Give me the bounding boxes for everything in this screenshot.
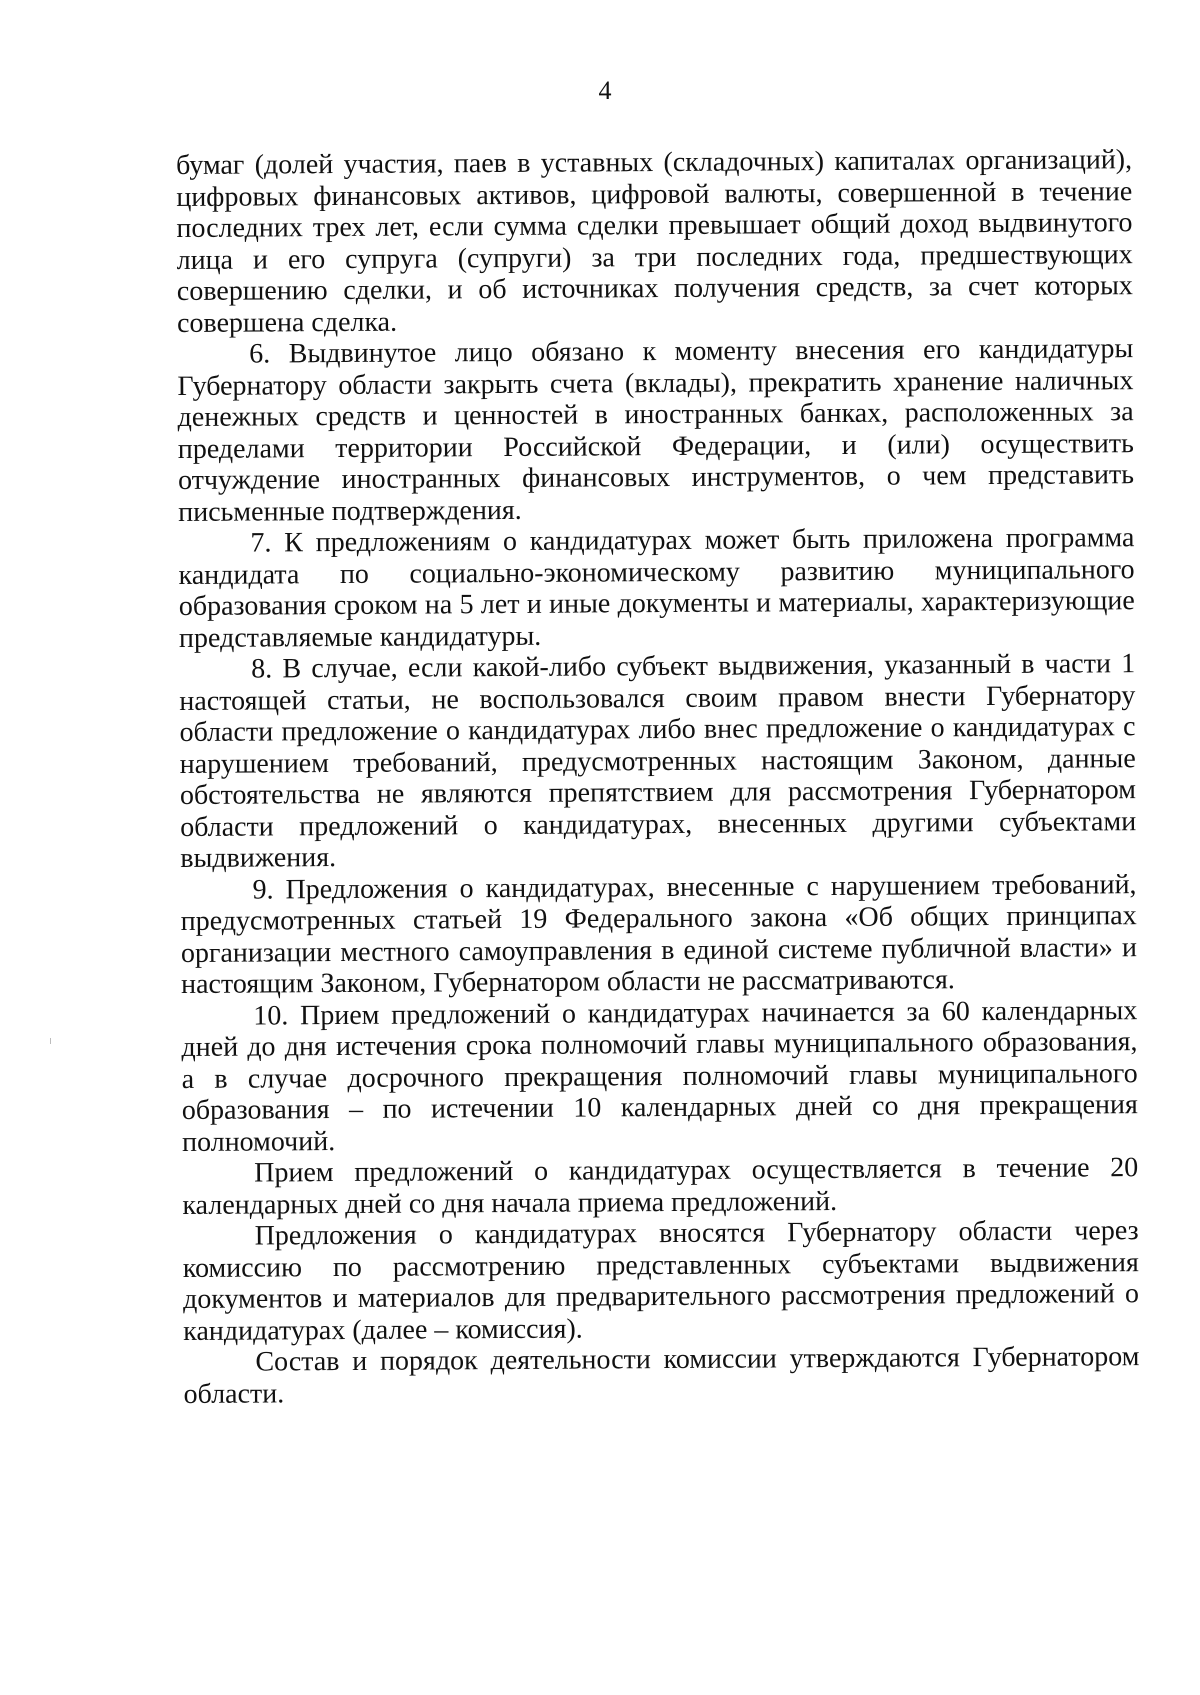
paragraph-continuation: бумаг (долей участия, паев в уставных (складочных) капиталах организаций), цифровых финансовых активов, цифровой валюты, совершенной в течение последних трех лет, если сумма сделки превышает общий доход выдвинутого лица и его супруга (супруги) за три последних года, предшествующих совершению сделки, и об источниках получения средств, за счет которых совершена сделка. (176, 144, 1133, 339)
paragraph-item-7: 7. К предложениям о кандидатурах может быть приложена программа кандидата по социально-экономическому развитию муниципального образования сроком на 5 лет и иные документы и материалы, характеризующие представляемые кандидатуры. (178, 522, 1135, 654)
paragraph-item-6: 6. Выдвинутое лицо обязано к моменту внесения его кандидатуры Губернатору области закрыть счета (вклады), прекратить хранение наличных денежных средств и ценностей в иностранных банках, расположенных за пределами территории Российской Федерации, и (или) осуществить отчуждение иностранных финансовых инструментов, о чем представить письменные подтверждения. (177, 333, 1135, 528)
paragraph-reception-period: Прием предложений о кандидатурах осуществляется в течение 20 календарных дней со дня начала приема предложений. (182, 1152, 1139, 1221)
scan-artifact (50, 1038, 51, 1044)
paragraph-item-8: 8. В случае, если какой-либо субъект выдвижения, указанный в части 1 настоящей статьи, не воспользовался своим правом внести Губернатору области предложение о кандидатурах либо внес предложение о кандидатурах с нарушением требований, предусмотренных настоящим Законом, данные обстоятельства не являются препятствием для рассмотрения Губернатором области предложений о кандидатурах, внесенных другими субъектами выдвижения. (179, 648, 1137, 874)
document-body (176, 144, 1140, 1410)
paragraph-item-9: 9. Предложения о кандидатурах, внесенные с нарушением требований, предусмотренных статьей 19 Федерального закона «Об общих принципах организации местного самоуправления в единой системе публичной власти» и настоящим Законом, Губернатором области не рассматриваются. (180, 868, 1137, 1000)
paragraph-commission: Предложения о кандидатурах вносятся Губернатору области через комиссию по рассмотрению представленных субъектами выдвижения документов и материалов для предварительного рассмотрения предложений о кандидатурах (далее – комиссия). (182, 1215, 1140, 1347)
page-number: 4 (598, 76, 612, 105)
paragraph-item-10: 10. Прием предложений о кандидатурах начинается за 60 календарных дней до дня истечения срока полномочий главы муниципального образования, а в случае досрочного прекращения полномочий главы муниципального образования – по истечении 10 календарных дней со дня прекращения полномочий. (181, 994, 1138, 1158)
paragraph-commission-composition: Состав и порядок деятельности комиссии утверждаются Губернатором области. (183, 1341, 1140, 1410)
